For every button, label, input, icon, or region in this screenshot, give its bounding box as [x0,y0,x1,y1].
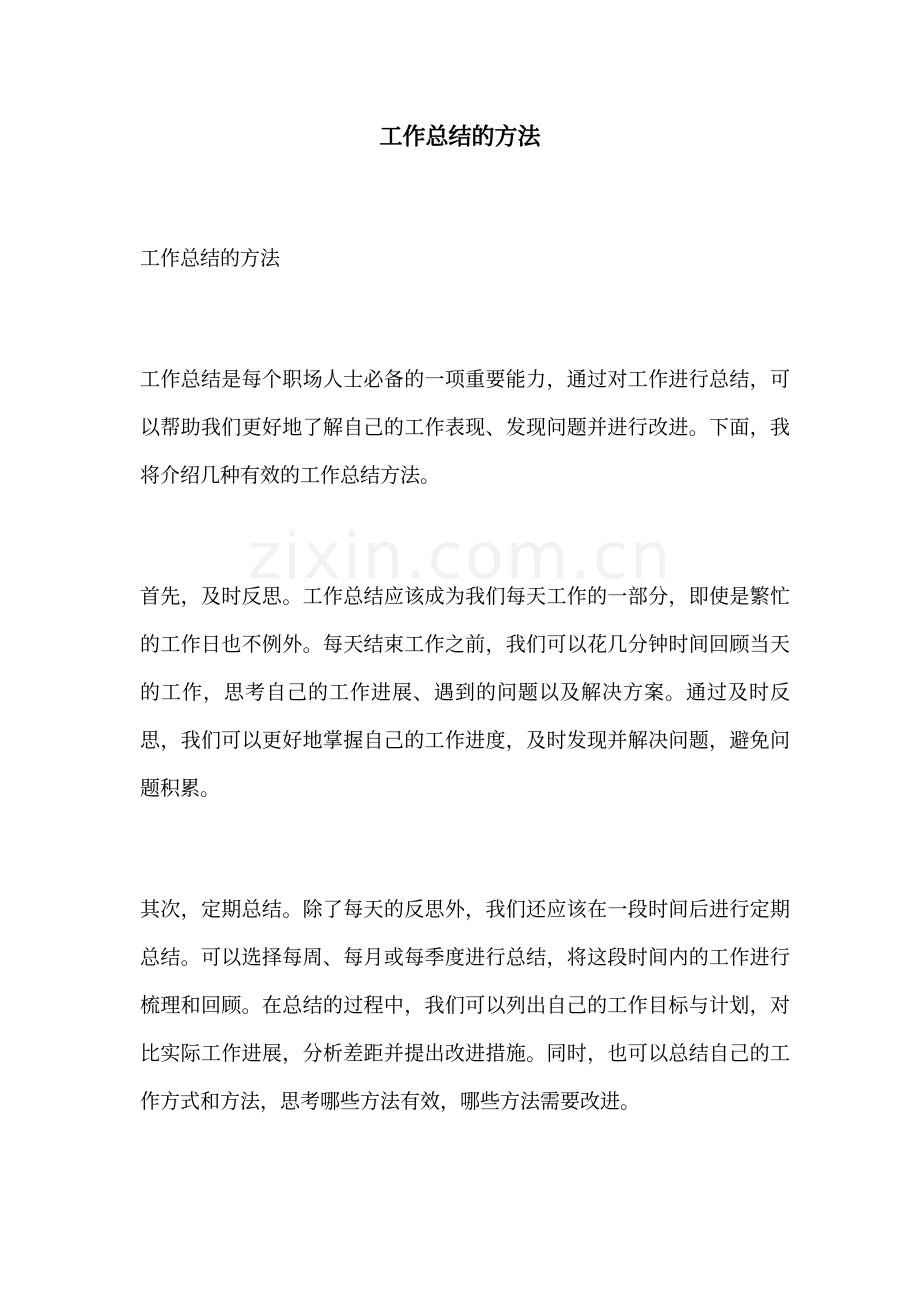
paragraph-periodic-summary: 其次，定期总结。除了每天的反思外，我们还应该在一段时间后进行定期总结。可以选择每周、每月或每季度进行总结，将这段时间内的工作进行梳理和回顾。在总结的过程中，我们可以列出自己的工作目标与计划，对比实际工作进展，分析差距并提出改进措施。同时，也可以总结自己的工作方式和方法，思考哪些方法有效，哪些方法需要改进。 [140,897,790,1113]
paragraph-intro: 工作总结是每个职场人士必备的一项重要能力，通过对工作进行总结，可以帮助我们更好地了解自己的工作表现、发现问题并进行改进。下面，我将介绍几种有效的工作总结方法。 [140,367,790,487]
watermark: zixin.com.cn [247,520,673,594]
document-title: 工作总结的方法 [379,123,541,150]
paragraph-reflection: 首先，及时反思。工作总结应该成为我们每天工作的一部分，即使是繁忙的工作日也不例外。每天结束工作之前，我们可以花几分钟时间回顾当天的工作，思考自己的工作进展、遇到的问题以及解决方案。通过及时反思，我们可以更好地掌握自己的工作进度，及时发现并解决问题，避免问题积累。 [140,584,790,800]
document-subtitle: 工作总结的方法 [140,246,280,270]
